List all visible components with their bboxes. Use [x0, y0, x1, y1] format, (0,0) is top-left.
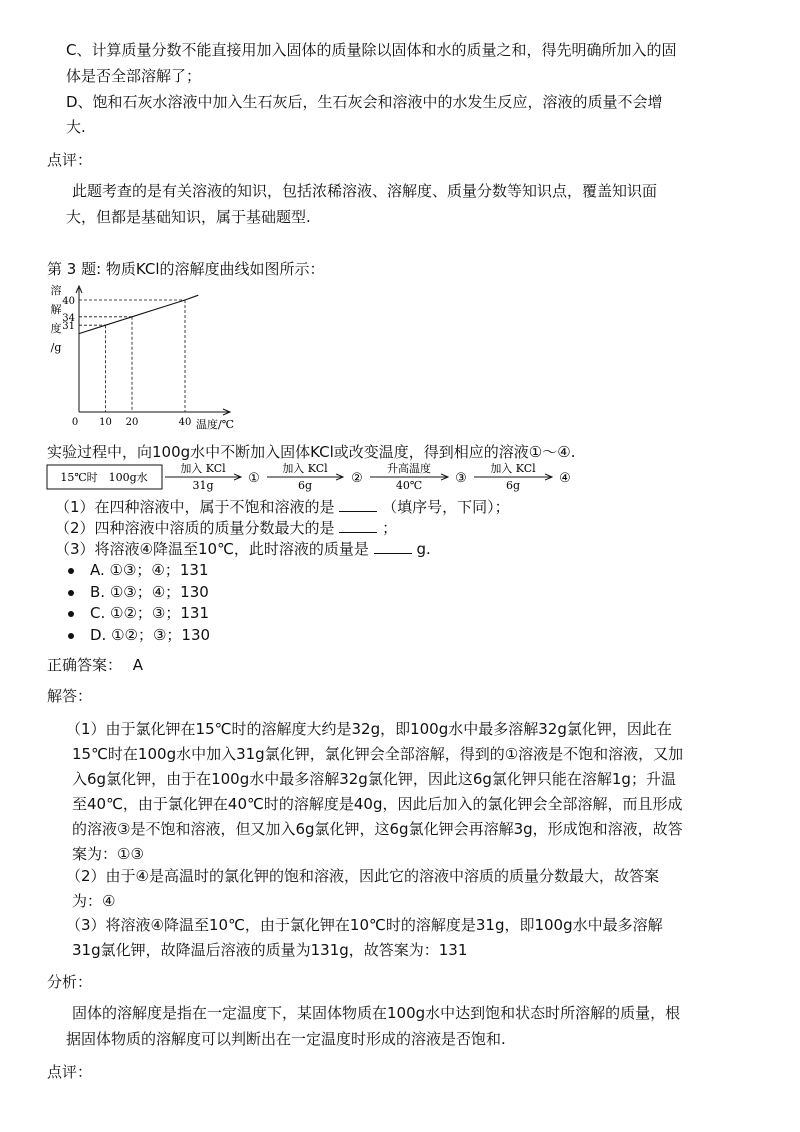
correct-answer-value: A	[132, 656, 144, 674]
x-tick-label: 20	[125, 417, 139, 428]
solution-line: 31g氯化钾，故降温后溶液的质量为131g，故答案为：131	[72, 941, 468, 959]
review-line1: 此题考查的是有关溶液的知识，包括浓稀溶液、溶解度、质量分数等知识点，覆盖知识面	[72, 182, 658, 200]
solution-line: 15℃时在100g水中加入31g氯化钾，氯化钾会全部溶解，得到的①溶液是不饱和溶液，又加	[72, 745, 684, 763]
solution-2: ②	[351, 471, 363, 486]
experiment-text: 实验过程中，向100g水中不断加入固体KCl或改变温度，得到相应的溶液①～④.	[47, 443, 576, 461]
y-axis-label: /g	[50, 341, 62, 354]
question-3-suffix: g.	[416, 540, 431, 558]
step3-top: 升高温度	[387, 462, 431, 475]
solution-3: ③	[455, 471, 467, 486]
question-3	[55, 539, 431, 559]
step4-top: 加入 KCl	[490, 462, 536, 475]
chart-layer	[51, 283, 235, 430]
solubility-chart	[44, 280, 244, 430]
question-2-suffix: ；	[382, 519, 398, 537]
solution-line: 入6g氯化钾，由于在100g水中最多溶解32g氯化钾，因此这6g氯化钾只能在溶解1g；升温	[72, 770, 676, 788]
x-tick-label: 40	[178, 417, 192, 428]
step1-bottom: 31g	[192, 479, 214, 492]
analysis-line1: 固体的溶解度是指在一定温度下，某固体物质在100g水中达到饱和状态时所溶解的质量，根	[72, 1004, 681, 1022]
solution-1: ①	[248, 471, 260, 486]
answer-blank-3	[374, 539, 412, 554]
review2-heading: 点评：	[47, 1063, 93, 1081]
review-heading: 点评：	[47, 151, 93, 169]
start-box-text: 15℃时 100g水	[60, 471, 148, 484]
question-title: 第 3 题: 物质KCl的溶解度曲线如图所示：	[47, 260, 325, 278]
y-axis-label: 解	[50, 303, 62, 316]
review-line2: 大，但都是基础知识，属于基础题型.	[66, 208, 311, 226]
question-3-prefix: （3）将溶液④降温至10℃，此时溶液的质量是	[55, 540, 369, 558]
choice-c[interactable]: C. ①②；③；131	[62, 603, 210, 625]
x-tick-label: 10	[99, 417, 112, 428]
step4-bottom: 6g	[505, 479, 521, 492]
solution-line: （2）由于④是高温时的氯化钾的饱和溶液，因此它的溶液中溶质的质量分数最大，故答案	[66, 867, 659, 885]
solution-line: （1）由于氯化钾在15℃时的溶解度大约是32g，即100g水中最多溶解32g氯化钾，因此在	[66, 720, 672, 738]
question-1-suffix: （填序号，下同）；	[382, 498, 510, 516]
step1-top: 加入 KCl	[180, 462, 226, 475]
solution-line: 案为：①③	[72, 845, 144, 863]
choice-d[interactable]: D. ①②；③；130	[62, 625, 210, 647]
answer-blank-2	[339, 518, 377, 533]
y-tick-label: 31	[62, 321, 75, 333]
question-1-prefix: （1）在四种溶液中，属于不饱和溶液的是	[55, 498, 335, 516]
question-2	[55, 518, 397, 538]
y-tick-label: 40	[62, 296, 75, 307]
x-tick-label: 0	[71, 417, 79, 428]
x-axis-label: 温度/℃	[196, 418, 235, 430]
question-2-prefix: （2）四种溶液中溶质的质量分数最大的是	[55, 519, 335, 537]
choice-b[interactable]: B. ①③；④；130	[62, 582, 210, 604]
option-c-line1: C、计算质量分数不能直接用加入固体的质量除以固体和水的质量之和，得先明确所加入的固	[66, 41, 677, 59]
analysis-heading: 分析：	[47, 973, 93, 991]
solution-4: ④	[559, 471, 571, 486]
answer-blank-1	[339, 497, 377, 512]
y-axis-label: 溶	[50, 284, 62, 297]
choice-list	[62, 560, 210, 646]
question-1	[55, 497, 510, 517]
process-flow-diagram	[45, 460, 585, 492]
step2-bottom: 6g	[297, 479, 313, 492]
option-d-line2: 大.	[66, 118, 86, 136]
y-axis-label: 度	[50, 322, 62, 335]
y-tick-label: 34	[62, 312, 75, 324]
step2-top: 加入 KCl	[282, 462, 328, 475]
option-c-line2: 体是否全部溶解了；	[66, 67, 202, 85]
step3-bottom: 40℃	[395, 479, 423, 492]
solution-line: 为：④	[72, 892, 116, 910]
correct-answer-label: 正确答案：	[47, 656, 123, 674]
solution-line: （3）将溶液④降温至10℃，由于氯化钾在10℃时的溶解度是31g，即100g水中最多溶解	[66, 916, 663, 934]
choice-a[interactable]: A. ①③；④；131	[62, 560, 210, 582]
solution-heading: 解答：	[47, 687, 93, 705]
solution-line: 的溶液③是不饱和溶液，但又加入6g氯化钾，这6g氯化钾会再溶解3g，形成饱和溶液，故答	[72, 820, 683, 838]
analysis-line2: 据固体物质的溶解度可以判断出在一定温度时形成的溶液是否饱和.	[66, 1030, 506, 1048]
solution-line: 至40℃，由于氯化钾在40℃时的溶解度是40g，因此后加入的氯化钾会全部溶解，而且形成	[72, 795, 683, 813]
solubility-curve	[79, 295, 198, 333]
option-d-line1: D、饱和石灰水溶液中加入生石灰后，生石灰会和溶液中的水发生反应，溶液的质量不会增	[66, 93, 663, 111]
correct-answer	[47, 655, 143, 675]
